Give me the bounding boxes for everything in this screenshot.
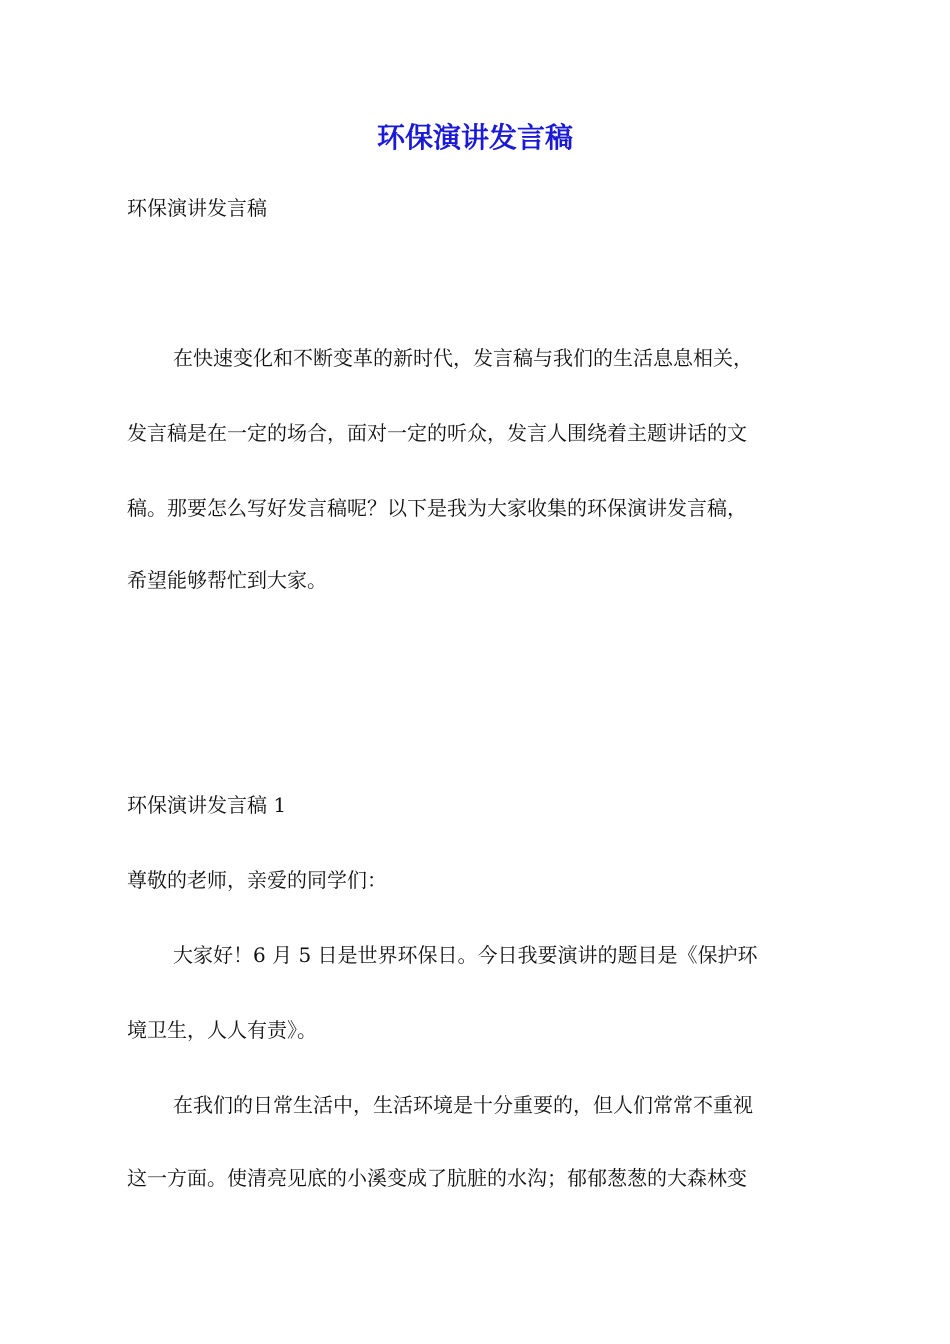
paragraph-line: 大家好！6 月 5 日是世界环保日。今日我要演讲的题目是《保护环: [173, 943, 758, 967]
paragraph-line: 境卫生，人人有责》。: [127, 1018, 317, 1042]
document-title: 环保演讲发言稿: [376, 121, 573, 154]
intro-line: 稿。那要怎么写好发言稿呢？以下是我为大家收集的环保演讲发言稿，: [127, 496, 747, 520]
paragraph-line: 在我们的日常生活中，生活环境是十分重要的，但人们常常不重视: [173, 1093, 753, 1117]
intro-line: 在快速变化和不断变革的新时代，发言稿与我们的生活息息相关，: [173, 346, 753, 370]
greeting: 尊敬的老师，亲爱的同学们：: [127, 868, 387, 892]
paragraph-line: 这一方面。使清亮见底的小溪变成了肮脏的水沟；郁郁葱葱的大森林变: [127, 1166, 747, 1190]
section-heading: 环保演讲发言稿 1: [127, 793, 287, 817]
intro-line: 希望能够帮忙到大家。: [127, 568, 327, 592]
document-subtitle: 环保演讲发言稿: [127, 196, 267, 220]
intro-line: 发言稿是在一定的场合，面对一定的听众，发言人围绕着主题讲话的文: [127, 421, 747, 445]
